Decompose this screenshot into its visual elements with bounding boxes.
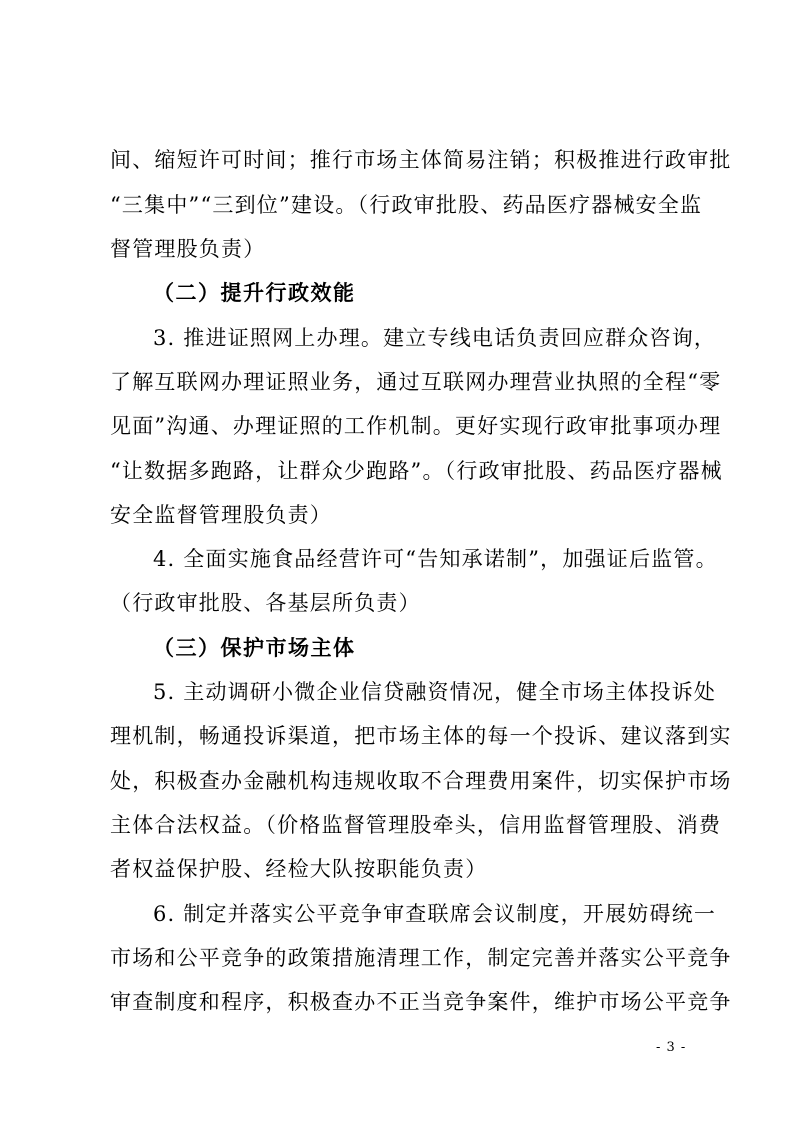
body-text-line: 督管理股负责） xyxy=(110,237,266,261)
section-heading: （三）保护市场主体 xyxy=(153,636,356,660)
body-text-line: （行政审批股、各基层所负责） xyxy=(110,591,421,615)
body-text-line: “让数据多跑路，让群众少跑路”。（行政审批股、药品医疗器械 xyxy=(110,459,723,483)
body-text-line: 了解互联网办理证照业务，通过互联网办理营业执照的全程“零 xyxy=(110,370,722,394)
body-text-line: 者权益保护股、经检大队按职能负责） xyxy=(110,857,488,881)
section-heading: （二）提升行政效能 xyxy=(153,281,356,305)
body-text-line: 间、缩短许可时间；推行市场主体简易注销；积极推进行政审批 xyxy=(110,148,732,172)
body-text-line: 理机制，畅通投诉渠道，把市场主体的每一个投诉、建议落到实 xyxy=(110,724,732,748)
body-text-line: 处，积极查办金融机构违规收取不合理费用案件，切实保护市场 xyxy=(110,769,732,793)
body-text-line: 主体合法权益。（价格监督管理股牵头，信用监督管理股、消费 xyxy=(110,813,722,837)
body-text-line: 审查制度和程序，积极查办不正当竞争案件，维护市场公平竞争 xyxy=(110,990,732,1014)
body-text-line: 安全监督管理股负责） xyxy=(110,503,332,527)
body-text-line: “三集中”“三到位”建设。（行政审批股、药品医疗器械安全监 xyxy=(110,193,703,217)
paragraph-start-line: 3. 推进证照网上办理。建立专线电话负责回应群众咨询， xyxy=(153,326,717,350)
body-text-line: 见面”沟通、办理证照的工作机制。更好实现行政审批事项办理 xyxy=(110,414,722,438)
paragraph-start-line: 6. 制定并落实公平竞争审查联席会议制度，开展妨碍统一 xyxy=(153,902,717,926)
paragraph-start-line: 4. 全面实施食品经营许可“告知承诺制”，加强证后监管。 xyxy=(153,547,718,571)
page-number: - 3 - xyxy=(656,1040,687,1055)
paragraph-start-line: 5. 主动调研小微企业信贷融资情况，健全市场主体投诉处 xyxy=(153,680,717,704)
body-text-line: 市场和公平竞争的政策措施清理工作，制定完善并落实公平竞争 xyxy=(110,946,732,970)
